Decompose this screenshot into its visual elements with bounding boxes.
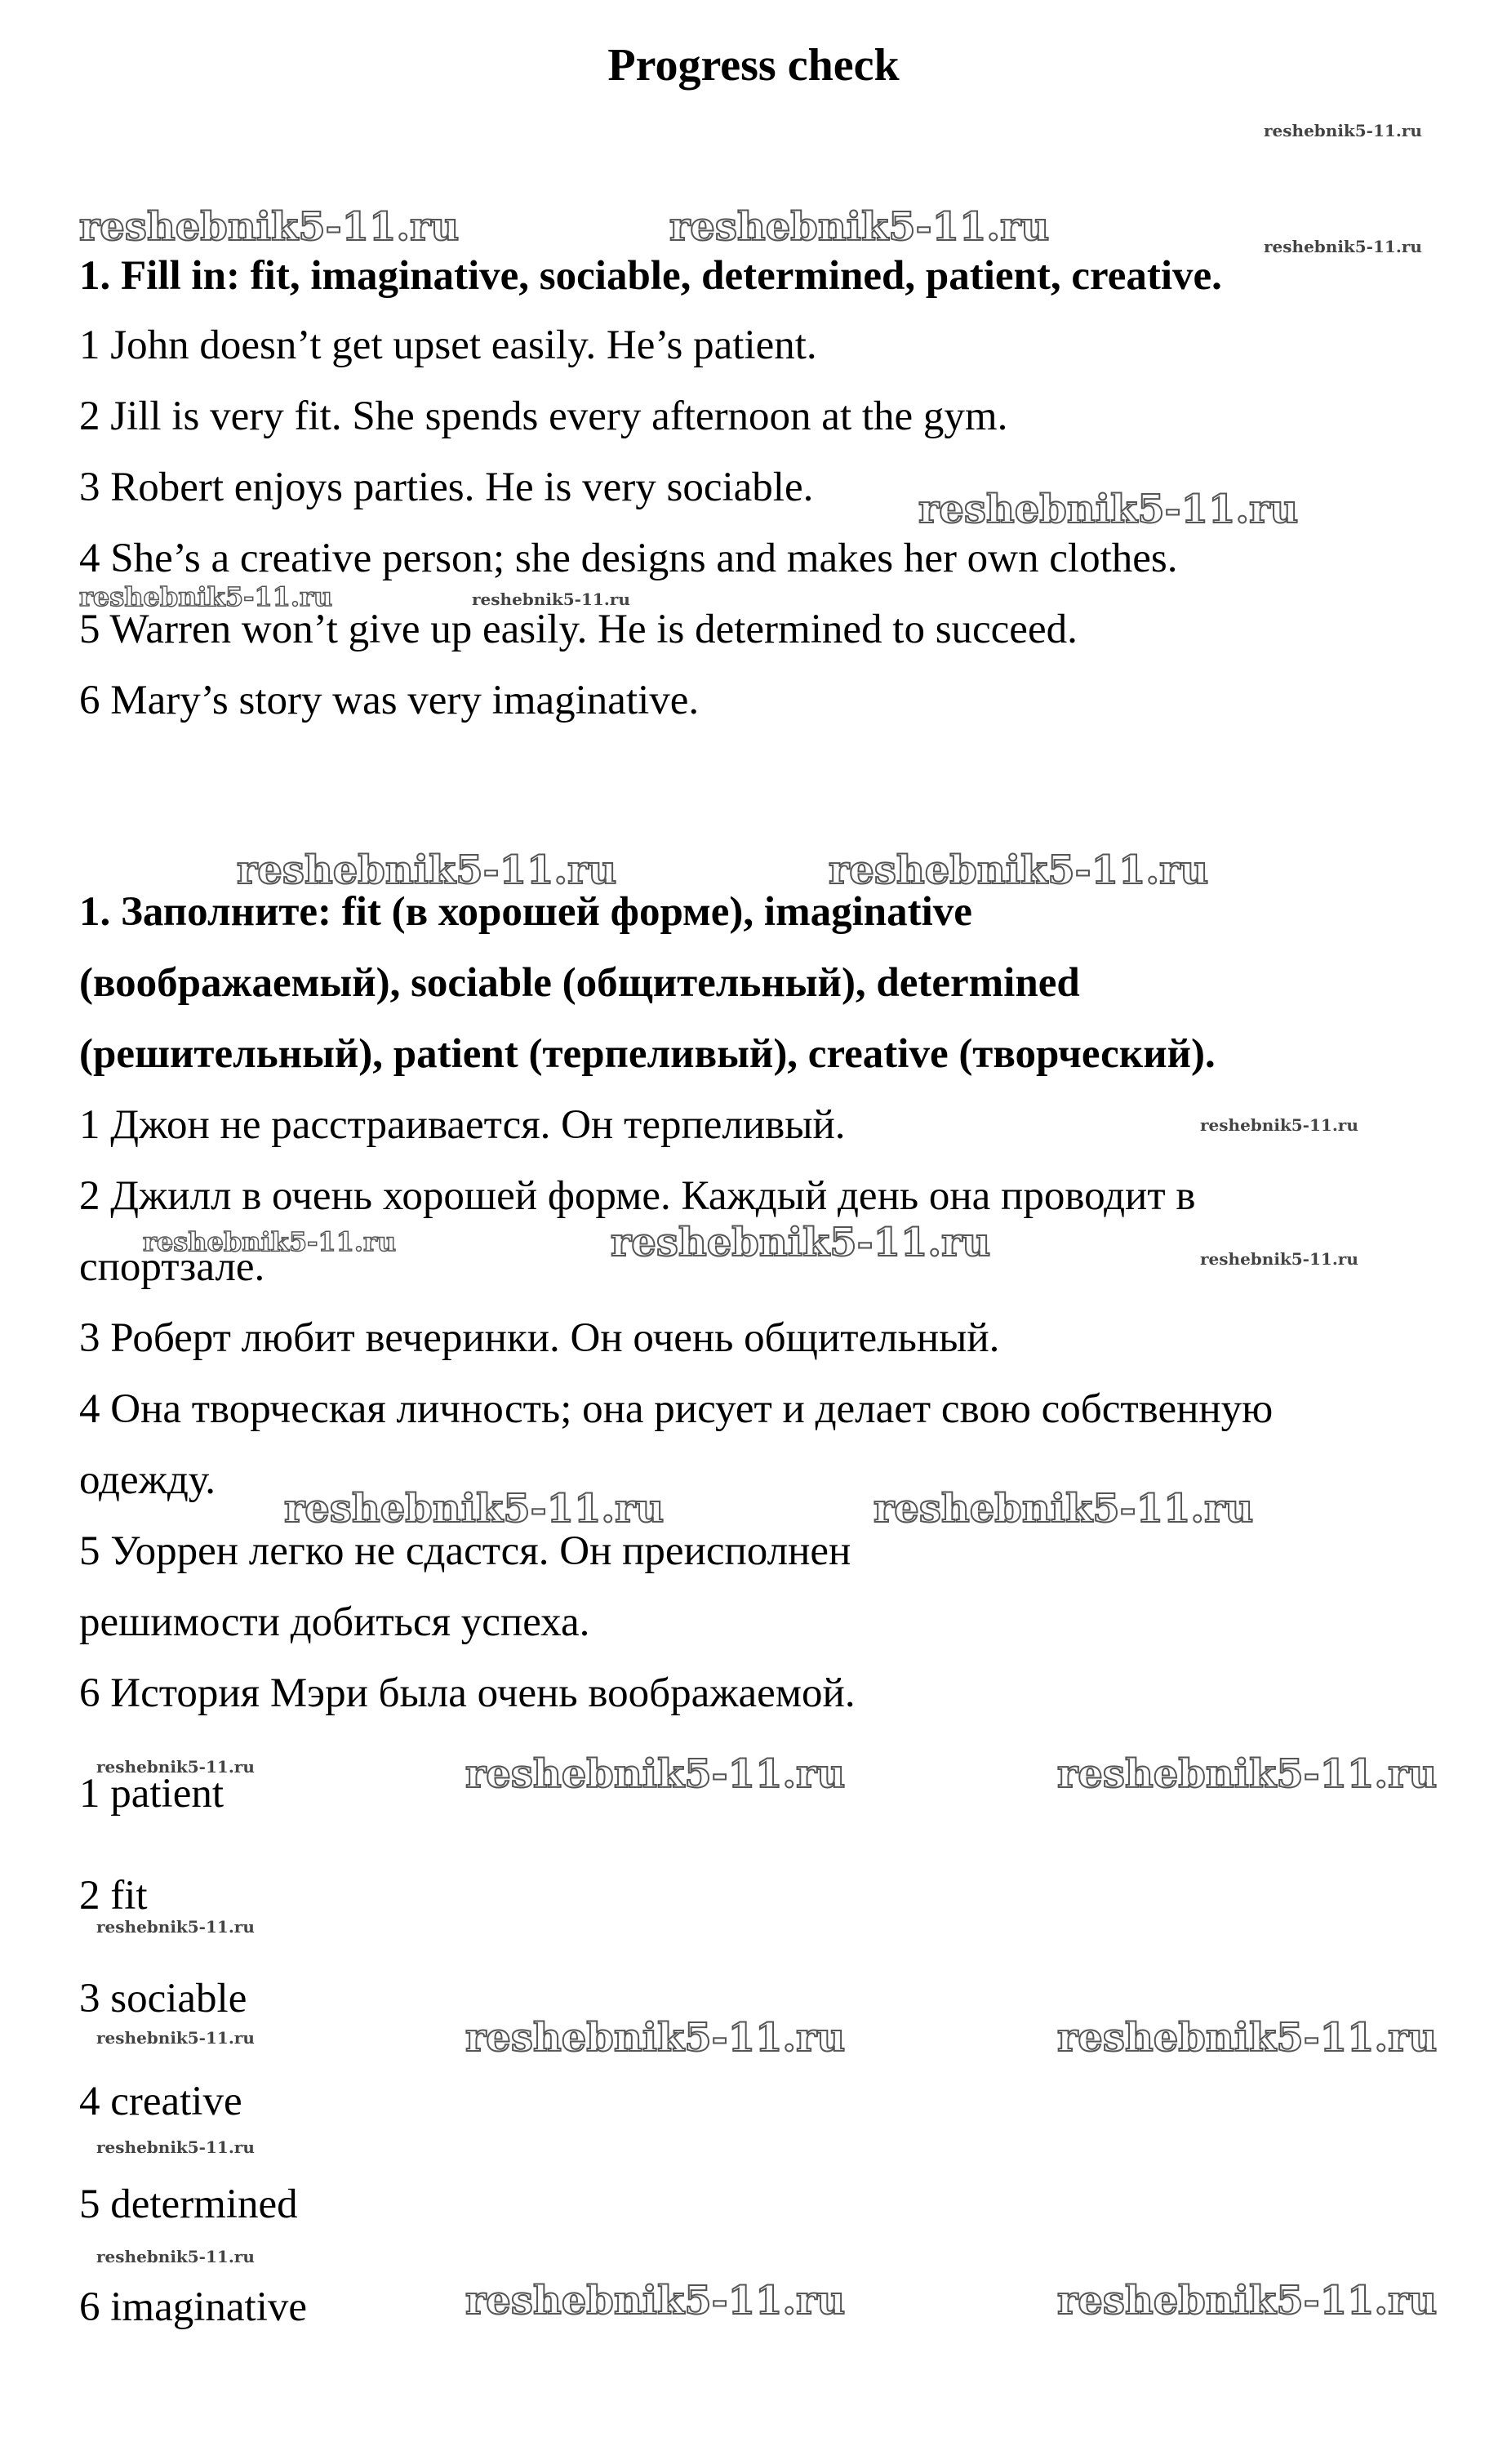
watermark: reshebnik5-11.ru [79,204,460,250]
watermark: reshebnik5-11.ru [918,487,1299,532]
watermark: reshebnik5-11.ru [1057,2015,1438,2061]
answer-item: 2 fit [79,1873,148,1919]
watermark: reshebnik5-11.ru [96,1917,255,1937]
exercise-heading: 1. Fill in: fit, imaginative, sociable, determined, patient, creative. [79,253,1222,299]
page-title: Progress check [607,40,900,91]
watermark: reshebnik5-11.ru [829,847,1209,893]
translation-line: 5 Уоррен легко не сдастся. Он преисполнен [79,1528,851,1574]
watermark: reshebnik5-11.ru [237,847,617,893]
answer-item: 5 determined [79,2182,298,2227]
translation-line: решимости добиться успеха. [79,1599,590,1645]
translation-line: 2 Джилл в очень хорошей форме. Каждый день она проводит в [79,1173,1196,1219]
watermark: reshebnik5-11.ru [465,2015,846,2061]
watermark: reshebnik5-11.ru [465,1751,846,1797]
exercise-item: 3 Robert enjoys parties. He is very sociable. [79,465,814,510]
translation-line: 6 История Мэри была очень воображаемой. [79,1670,856,1716]
watermark: reshebnik5-11.ru [874,1486,1254,1532]
exercise-heading: (воображаемый), sociable (общительный), determined [79,960,1080,1006]
exercise-heading: (решительный), patient (терпеливый), creative (творческий). [79,1031,1216,1077]
watermark: reshebnik5-11.ru [1264,237,1422,256]
watermark: reshebnik5-11.ru [96,2137,255,2157]
watermark: reshebnik5-11.ru [1264,121,1422,140]
answer-item: 3 sociable [79,1976,247,2021]
answer-item: 6 imaginative [79,2284,308,2330]
watermark: reshebnik5-11.ru [1200,1115,1358,1135]
translation-line: 4 Она творческая личность; она рисует и делает свою собственную [79,1386,1274,1432]
watermark: reshebnik5-11.ru [96,2247,255,2266]
watermark: reshebnik5-11.ru [1057,1751,1438,1797]
watermark: reshebnik5-11.ru [669,204,1050,250]
exercise-item: 4 She’s a creative person; she designs and makes her own clothes. [79,536,1178,581]
translation-line: 1 Джон не расстраивается. Он терпеливый. [79,1102,846,1148]
exercise-item: 2 Jill is very fit. She spends every afternoon at the gym. [79,394,1008,439]
translation-line: спортзале. [79,1244,265,1290]
watermark: reshebnik5-11.ru [611,1220,991,1265]
watermark: reshebnik5-11.ru [472,589,630,609]
answer-item: 1 patient [79,1771,224,1817]
watermark: reshebnik5-11.ru [284,1486,665,1532]
translation-line: одежду. [79,1457,216,1503]
exercise-item: 1 John doesn’t get upset easily. He’s patient. [79,322,817,368]
translation-line: 3 Роберт любит вечеринки. Он очень общительный. [79,1315,1000,1361]
exercise-item: 5 Warren won’t give up easily. He is determined to succeed. [79,607,1078,652]
watermark: reshebnik5-11.ru [465,2278,846,2324]
exercise-item: 6 Mary’s story was very imaginative. [79,678,700,723]
watermark: reshebnik5-11.ru [1057,2278,1438,2324]
watermark: reshebnik5-11.ru [96,1757,255,1777]
answer-item: 4 creative [79,2079,242,2124]
watermark: reshebnik5-11.ru [79,581,333,612]
watermark: reshebnik5-11.ru [143,1226,397,1257]
watermark: reshebnik5-11.ru [1200,1249,1358,1269]
exercise-heading: 1. Заполните: fit (в хорошей форме), imaginative [79,889,972,935]
watermark: reshebnik5-11.ru [96,2028,255,2048]
